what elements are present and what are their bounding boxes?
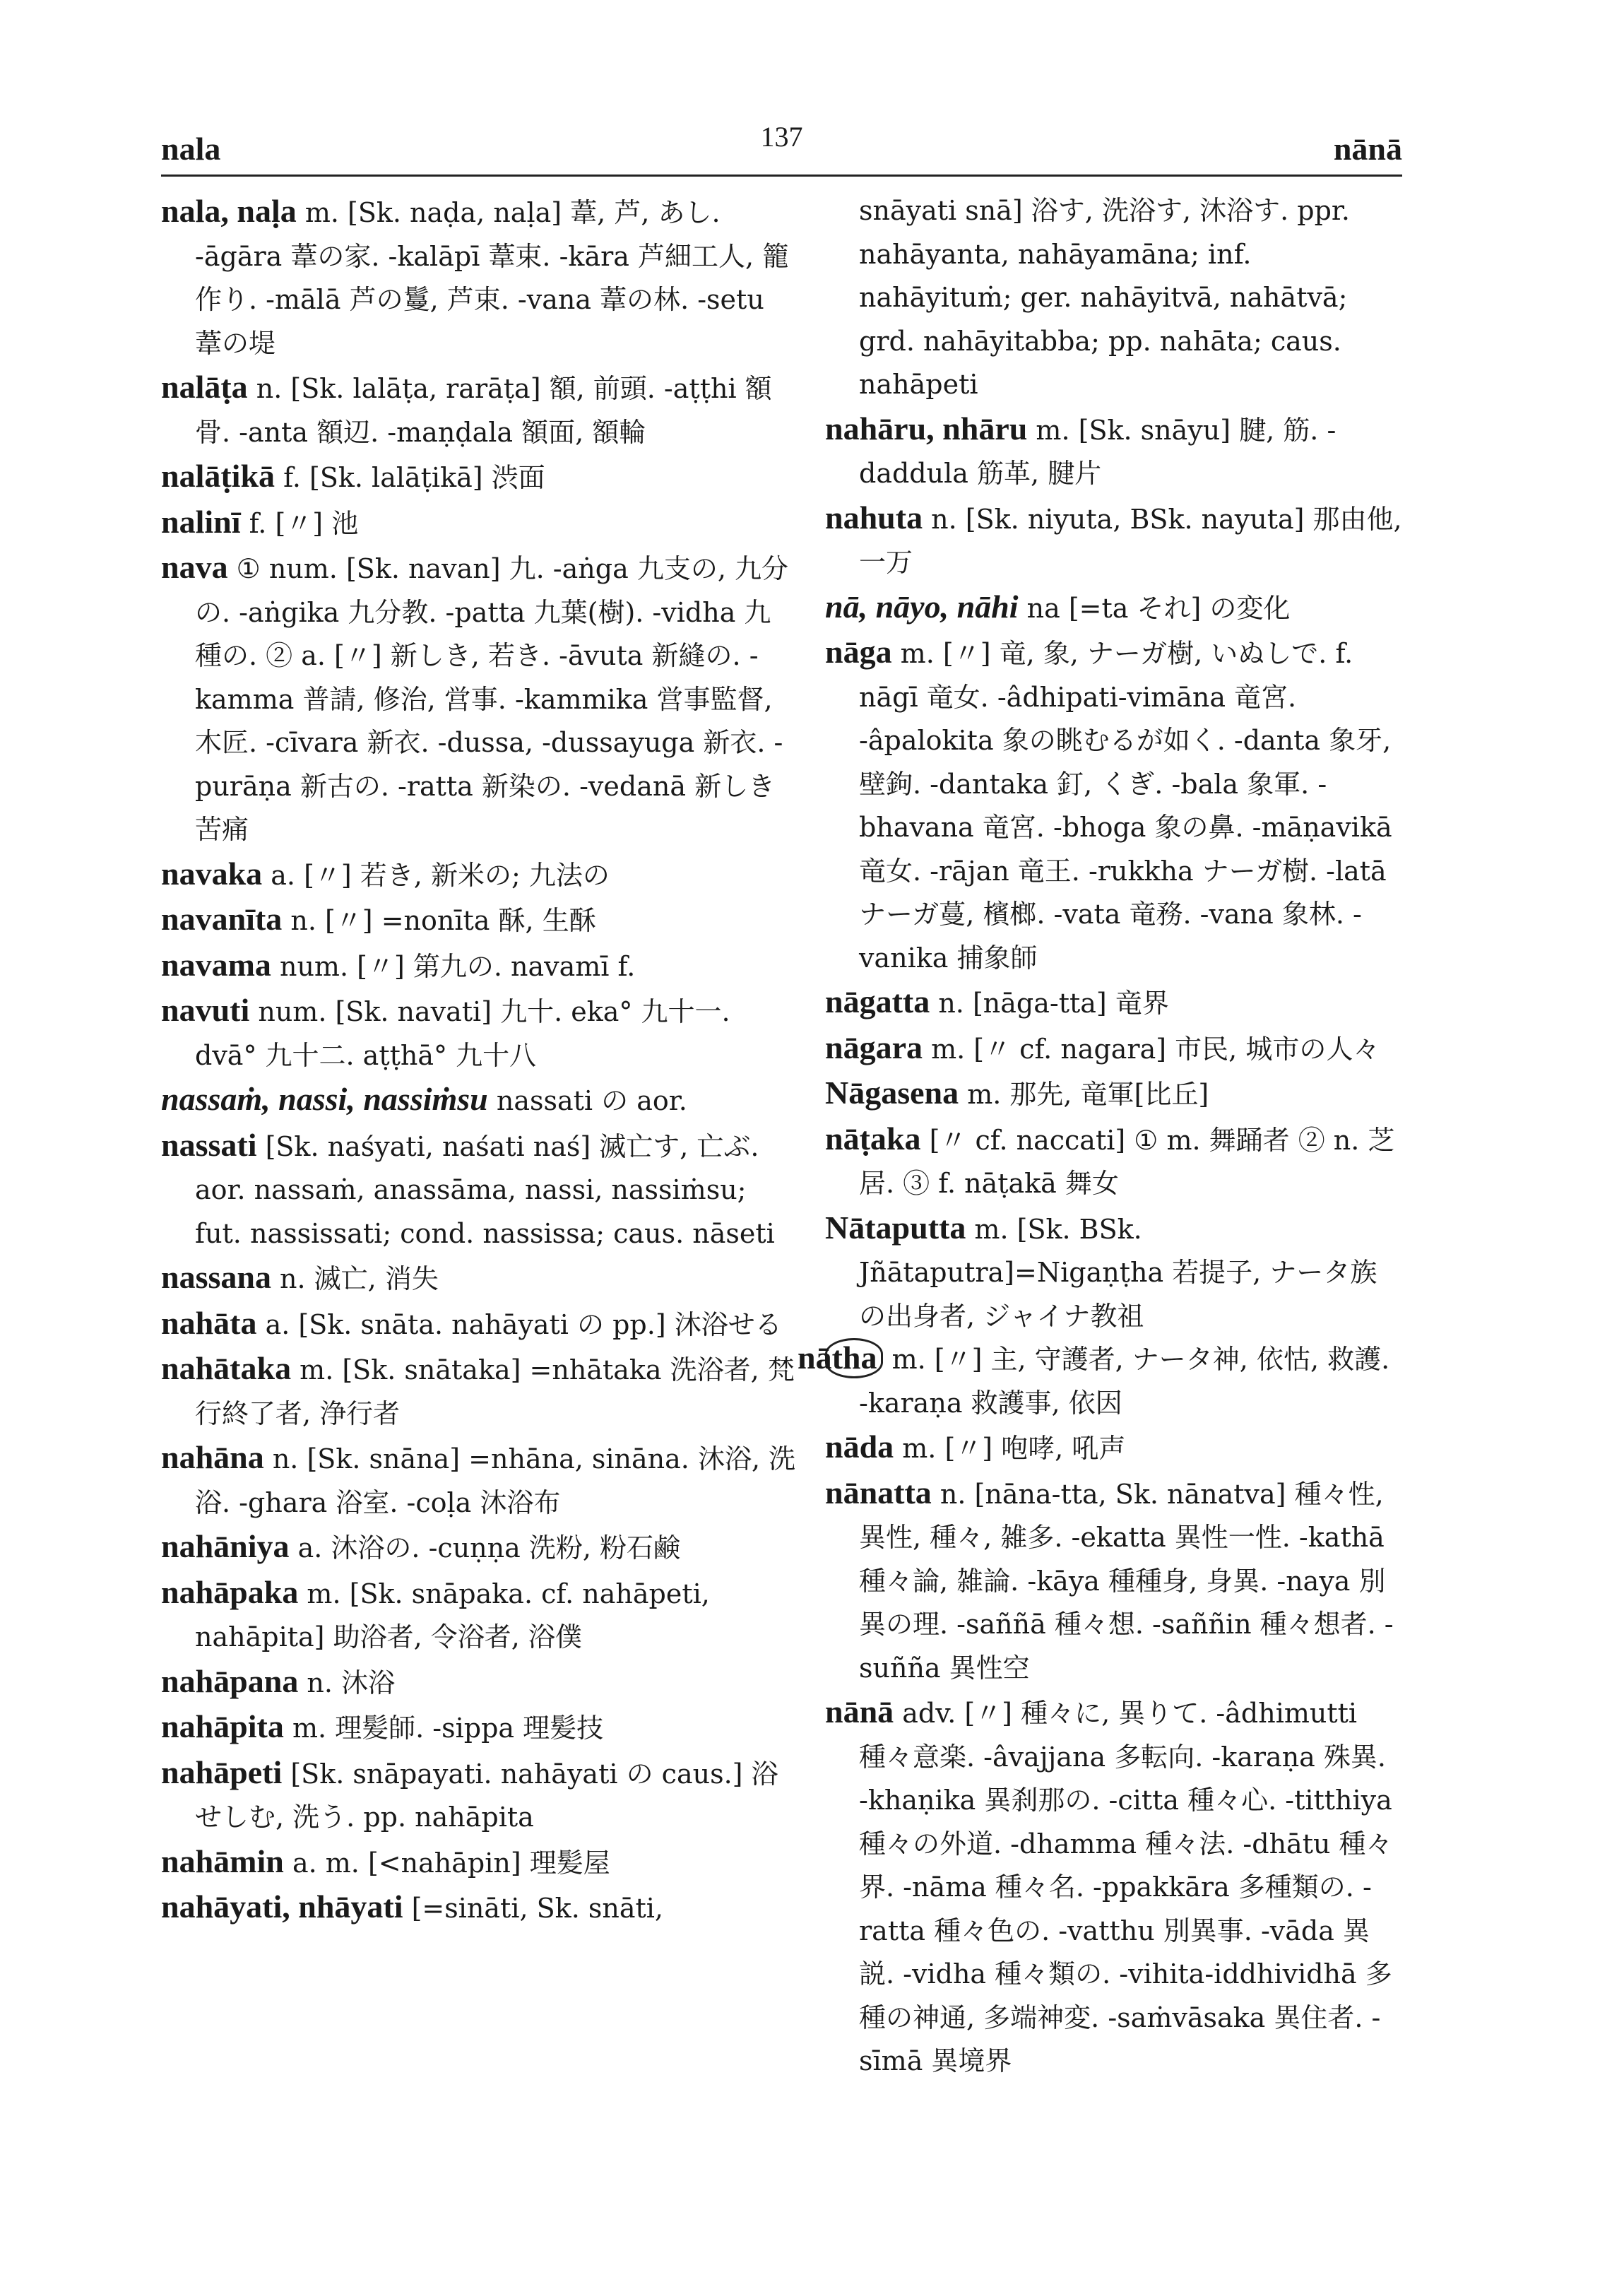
- headword: nānā: [825, 1693, 894, 1730]
- definition: a. m. [<nahāpin] 理髪屋: [283, 1847, 610, 1879]
- headword: navanīta: [161, 901, 283, 937]
- guide-word-right: nānā: [1333, 131, 1402, 167]
- definition: [Sk. snāpayati. nahāyati の caus.] 浴せしむ, 洗う. pp. nahāpita: [195, 1758, 778, 1833]
- definition: m. [Sk. naḍa, naḷa] 葦, 芦, あし. -āgāra 葦の家. -kalāpī 葦束. -kāra 芦細工人, 籠作り. -mālā 芦の鬘, 芦束. -vana 葦の林. -setu 葦の堤: [195, 197, 790, 359]
- dictionary-entry: [161, 1885, 797, 1931]
- definition: n. [Sk. lalāṭa, rarāṭa] 額, 前頭. -aṭṭhi 額骨. -anta 額辺. -maṇḍala 額面, 額輪: [195, 373, 772, 448]
- definition: ① num. [Sk. navan] 九. -aṅga 九支の, 九分の. -aṅgika 九分教. -patta 九葉(樹). -vidha 九種の. ② a. [〃] 新しき, 若き. -āvuta 新縫の. -kamma 普請, 修治, 営事. -kammika 営事監督, 木匠. -cīvara 新衣. -dussa, -dussayuga 新衣. -purāṇa 新古の. -ratta 新染の. -vedanā 新しき苦痛: [195, 553, 788, 845]
- headword: nāgatta: [825, 983, 930, 1019]
- definition: adv. [〃] 種々に, 異りて. -âdhimutti 種々意楽. -âvajjana 多転向. -karaṇa 殊異. -khaṇika 異刹那の. -citta 種々心. -titthiya 種々の外道. -dhamma 種々法. -dhātu 種々界. -nāma 種々名. -ppakkāra 多種類の. -ratta 種々色の. -vatthu 別異事. -vāda 異説. -vidha 種々類の. -vihita-iddhividhā 多種の神通, 多端神変. -saṁvāsaka 異住者. -sīmā 異境界: [859, 1698, 1393, 2076]
- definition: n. [nāga-tta] 竜界: [930, 988, 1169, 1019]
- definition: m. [Sk. BSk. Jñātaputra]=Nigaṇṭha 若提子, ナータ族の出身者, ジャイナ教祖: [859, 1213, 1377, 1332]
- dictionary-entry: [798, 1338, 1402, 1425]
- dictionary-entry: [161, 1751, 797, 1840]
- headword: navuti: [161, 992, 250, 1028]
- headword: nalinī: [161, 503, 241, 540]
- definition: nassati の aor.: [487, 1085, 687, 1116]
- headword: nalāṭa: [161, 369, 248, 405]
- headword: nahāna: [161, 1439, 264, 1475]
- definition: a. [〃] 若き, 新米の; 九法の: [262, 859, 610, 891]
- definition: num. [Sk. navati] 九十. eka° 九十一. dvā° 九十二. aṭṭhā° 九十八: [195, 996, 730, 1071]
- headword: nahātaka: [161, 1350, 292, 1386]
- dictionary-entry: [161, 1301, 797, 1347]
- dictionary-entry: [161, 852, 797, 898]
- headword: nānatta: [825, 1474, 932, 1510]
- dictionary-entry: [825, 1071, 1402, 1117]
- dictionary-entry: [161, 500, 797, 546]
- headword: nāda: [825, 1429, 894, 1465]
- dictionary-entry: [825, 189, 1402, 407]
- dictionary-entry: [161, 1660, 797, 1705]
- dictionary-entry: [161, 189, 797, 365]
- definition: m. [〃] 竜, 象, ナーガ樹, いぬしで. f. nāgī 竜女. -âdhipati-vimāna 竜宮. -âpalokita 象の眺むるが如く. -danta 象牙, 壁鉤. -dantaka 釘, くぎ. -bala 象軍. -bhavana 竜宮. -bhoga 象の鼻. -māṇavikā 竜女. -rājan 竜王. -rukkha ナーガ樹. -latā ナーガ蔓, 檳榔. -vata 竜務. -vana 象林. -vanika 捕象師: [859, 638, 1392, 974]
- guide-word-left: nala: [161, 131, 221, 167]
- definition: [〃 cf. naccati] ① m. 舞踊者 ② n. 芝居. ③ f. nāṭakā 舞女: [859, 1124, 1395, 1199]
- headword: nala, naḷa: [161, 193, 297, 229]
- dictionary-entry: [161, 1077, 797, 1123]
- dictionary-entry: [161, 1840, 797, 1886]
- headword: nātha: [825, 1338, 883, 1378]
- definition: f. [〃] 池: [240, 507, 359, 539]
- dictionary-entry: [161, 1255, 797, 1301]
- headword: nassana: [161, 1259, 271, 1295]
- definition: n. [Sk. snāna] =nhāna, sināna. 沐浴, 洗浴. -ghara 浴室. -coḷa 沐浴布: [195, 1443, 796, 1518]
- dictionary-entry: [825, 407, 1402, 496]
- dictionary-entry: [161, 1436, 797, 1525]
- headword: navaka: [161, 855, 263, 892]
- headword: nahāmin: [161, 1843, 284, 1879]
- definition: m. [〃] 主, 守護者, ナータ神, 依怙, 救護. -karaṇa 救護事, 依因: [859, 1344, 1390, 1419]
- dictionary-entry: [825, 1206, 1402, 1339]
- definition: n. [nāna-tta, Sk. nānatva] 種々性, 異性, 種々, 雑多. -ekatta 異性一性. -kathā 種々論, 雑論. -kāya 種種身, 身異. -naya 別異の理. -saññā 種々想. -saññin 種々想者. -suñña 異性空: [859, 1478, 1394, 1684]
- headword: nassaṁ, nassi, nassiṁsu: [161, 1081, 488, 1117]
- definition: num. [〃] 第九の. navamī f.: [271, 950, 636, 982]
- header-rule: [161, 175, 1402, 177]
- dictionary-entry: [825, 630, 1402, 980]
- definition: m. [Sk. snāyu] 腱, 筋. -daddula 筋革, 腱片: [859, 414, 1336, 489]
- dictionary-entry: [825, 1690, 1402, 2083]
- headword: nahāpana: [161, 1662, 299, 1699]
- dictionary-entry: [161, 1123, 797, 1256]
- dictionary-entry: [161, 943, 797, 989]
- left-column: [161, 189, 797, 1931]
- page-number: 137: [760, 121, 803, 153]
- headword: nāṭaka: [825, 1120, 921, 1157]
- definition: n. [〃] =nonīta 酥, 生酥: [282, 905, 596, 936]
- headword: nahāyati, nhāyati: [161, 1888, 403, 1925]
- definition: m. [〃] 咆哮, 吼声: [894, 1433, 1126, 1464]
- headword: Nātaputta: [825, 1209, 966, 1246]
- headword: Nāgasena: [825, 1075, 959, 1111]
- dictionary-entry: [161, 545, 797, 852]
- definition: m. [〃 cf. nagara] 市民, 城市の人々: [923, 1033, 1380, 1065]
- definition: a. 沐浴の. -cuṇṇa 洗粉, 粉石鹸: [289, 1532, 681, 1563]
- dictionary-entry: [825, 1026, 1402, 1072]
- dictionary-entry: [161, 1347, 797, 1436]
- headword: nalāṭikā: [161, 458, 275, 494]
- right-column: [798, 189, 1402, 2083]
- definition: n. 滅亡, 消失: [271, 1263, 439, 1294]
- headword: nā, nāyo, nāhi: [825, 588, 1019, 625]
- headword: nāga: [825, 634, 892, 670]
- dictionary-entry: [161, 1705, 797, 1751]
- definition: m. 那先, 竜軍[比丘]: [959, 1079, 1209, 1110]
- headword: nassati: [161, 1126, 257, 1163]
- headword: nahāpita: [161, 1708, 284, 1744]
- dictionary-entry: [161, 988, 797, 1077]
- definition: snāyati snā] 浴す, 洗浴す, 沐浴す. ppr. nahāyanta, nahāyamāna; inf. nahāyituṁ; ger. nahāyitvā, nahātvā; grd. nahāyitabba; pp. nahāta; caus. nahāpeti: [859, 195, 1350, 400]
- definition: n. [Sk. niyuta, BSk. nayuta] 那由他, 一万: [859, 503, 1402, 578]
- definition: f. [Sk. lalāṭikā] 渋面: [275, 462, 545, 493]
- definition: m. 理髪師. -sippa 理髪技: [283, 1713, 604, 1744]
- definition: [Sk. naśyati, naśati naś] 滅亡す, 亡ぶ. aor. nassaṁ, anassāma, nassi, nassiṁsu; fut. nassissati; cond. nassissa; caus. nāseti: [195, 1130, 775, 1249]
- dictionary-entry: [825, 1117, 1402, 1206]
- dictionary-entry: [161, 1525, 797, 1571]
- headword: navama: [161, 946, 271, 983]
- definition: m. [Sk. snāpaka. cf. nahāpeti, nahāpita] 助浴者, 令浴者, 浴僕: [195, 1578, 710, 1652]
- dictionary-entry: [825, 1425, 1402, 1471]
- dictionary-entry: [161, 454, 797, 500]
- headword: nahāru, nhāru: [825, 410, 1028, 447]
- dictionary-entry: [825, 980, 1402, 1026]
- definition: n. 沐浴: [298, 1667, 396, 1698]
- headword: nahāniya: [161, 1528, 290, 1564]
- headword: nahāta: [161, 1304, 257, 1341]
- headword: nahāpeti: [161, 1754, 283, 1790]
- headword: nava: [161, 549, 228, 585]
- dictionary-entry: [161, 1571, 797, 1660]
- dictionary-entry: [161, 897, 797, 943]
- dictionary-entry: [825, 1471, 1402, 1691]
- definition: na [=ta それ] の変化: [1018, 592, 1291, 624]
- dictionary-entry: [825, 496, 1402, 585]
- page-header: [161, 113, 1402, 177]
- dictionary-entry: [161, 365, 797, 454]
- dictionary-entry: [825, 585, 1402, 631]
- headword: nāgara: [825, 1029, 923, 1065]
- headword: nahāpaka: [161, 1573, 299, 1610]
- definition: m. [Sk. snātaka] =nhātaka 洗浴者, 梵行終了者, 浄行者: [195, 1354, 795, 1429]
- definition: [=sināti, Sk. snāti,: [403, 1893, 663, 1924]
- definition: a. [Sk. snāta. nahāyati の pp.] 沐浴せる: [256, 1308, 782, 1340]
- headword: nahuta: [825, 499, 923, 536]
